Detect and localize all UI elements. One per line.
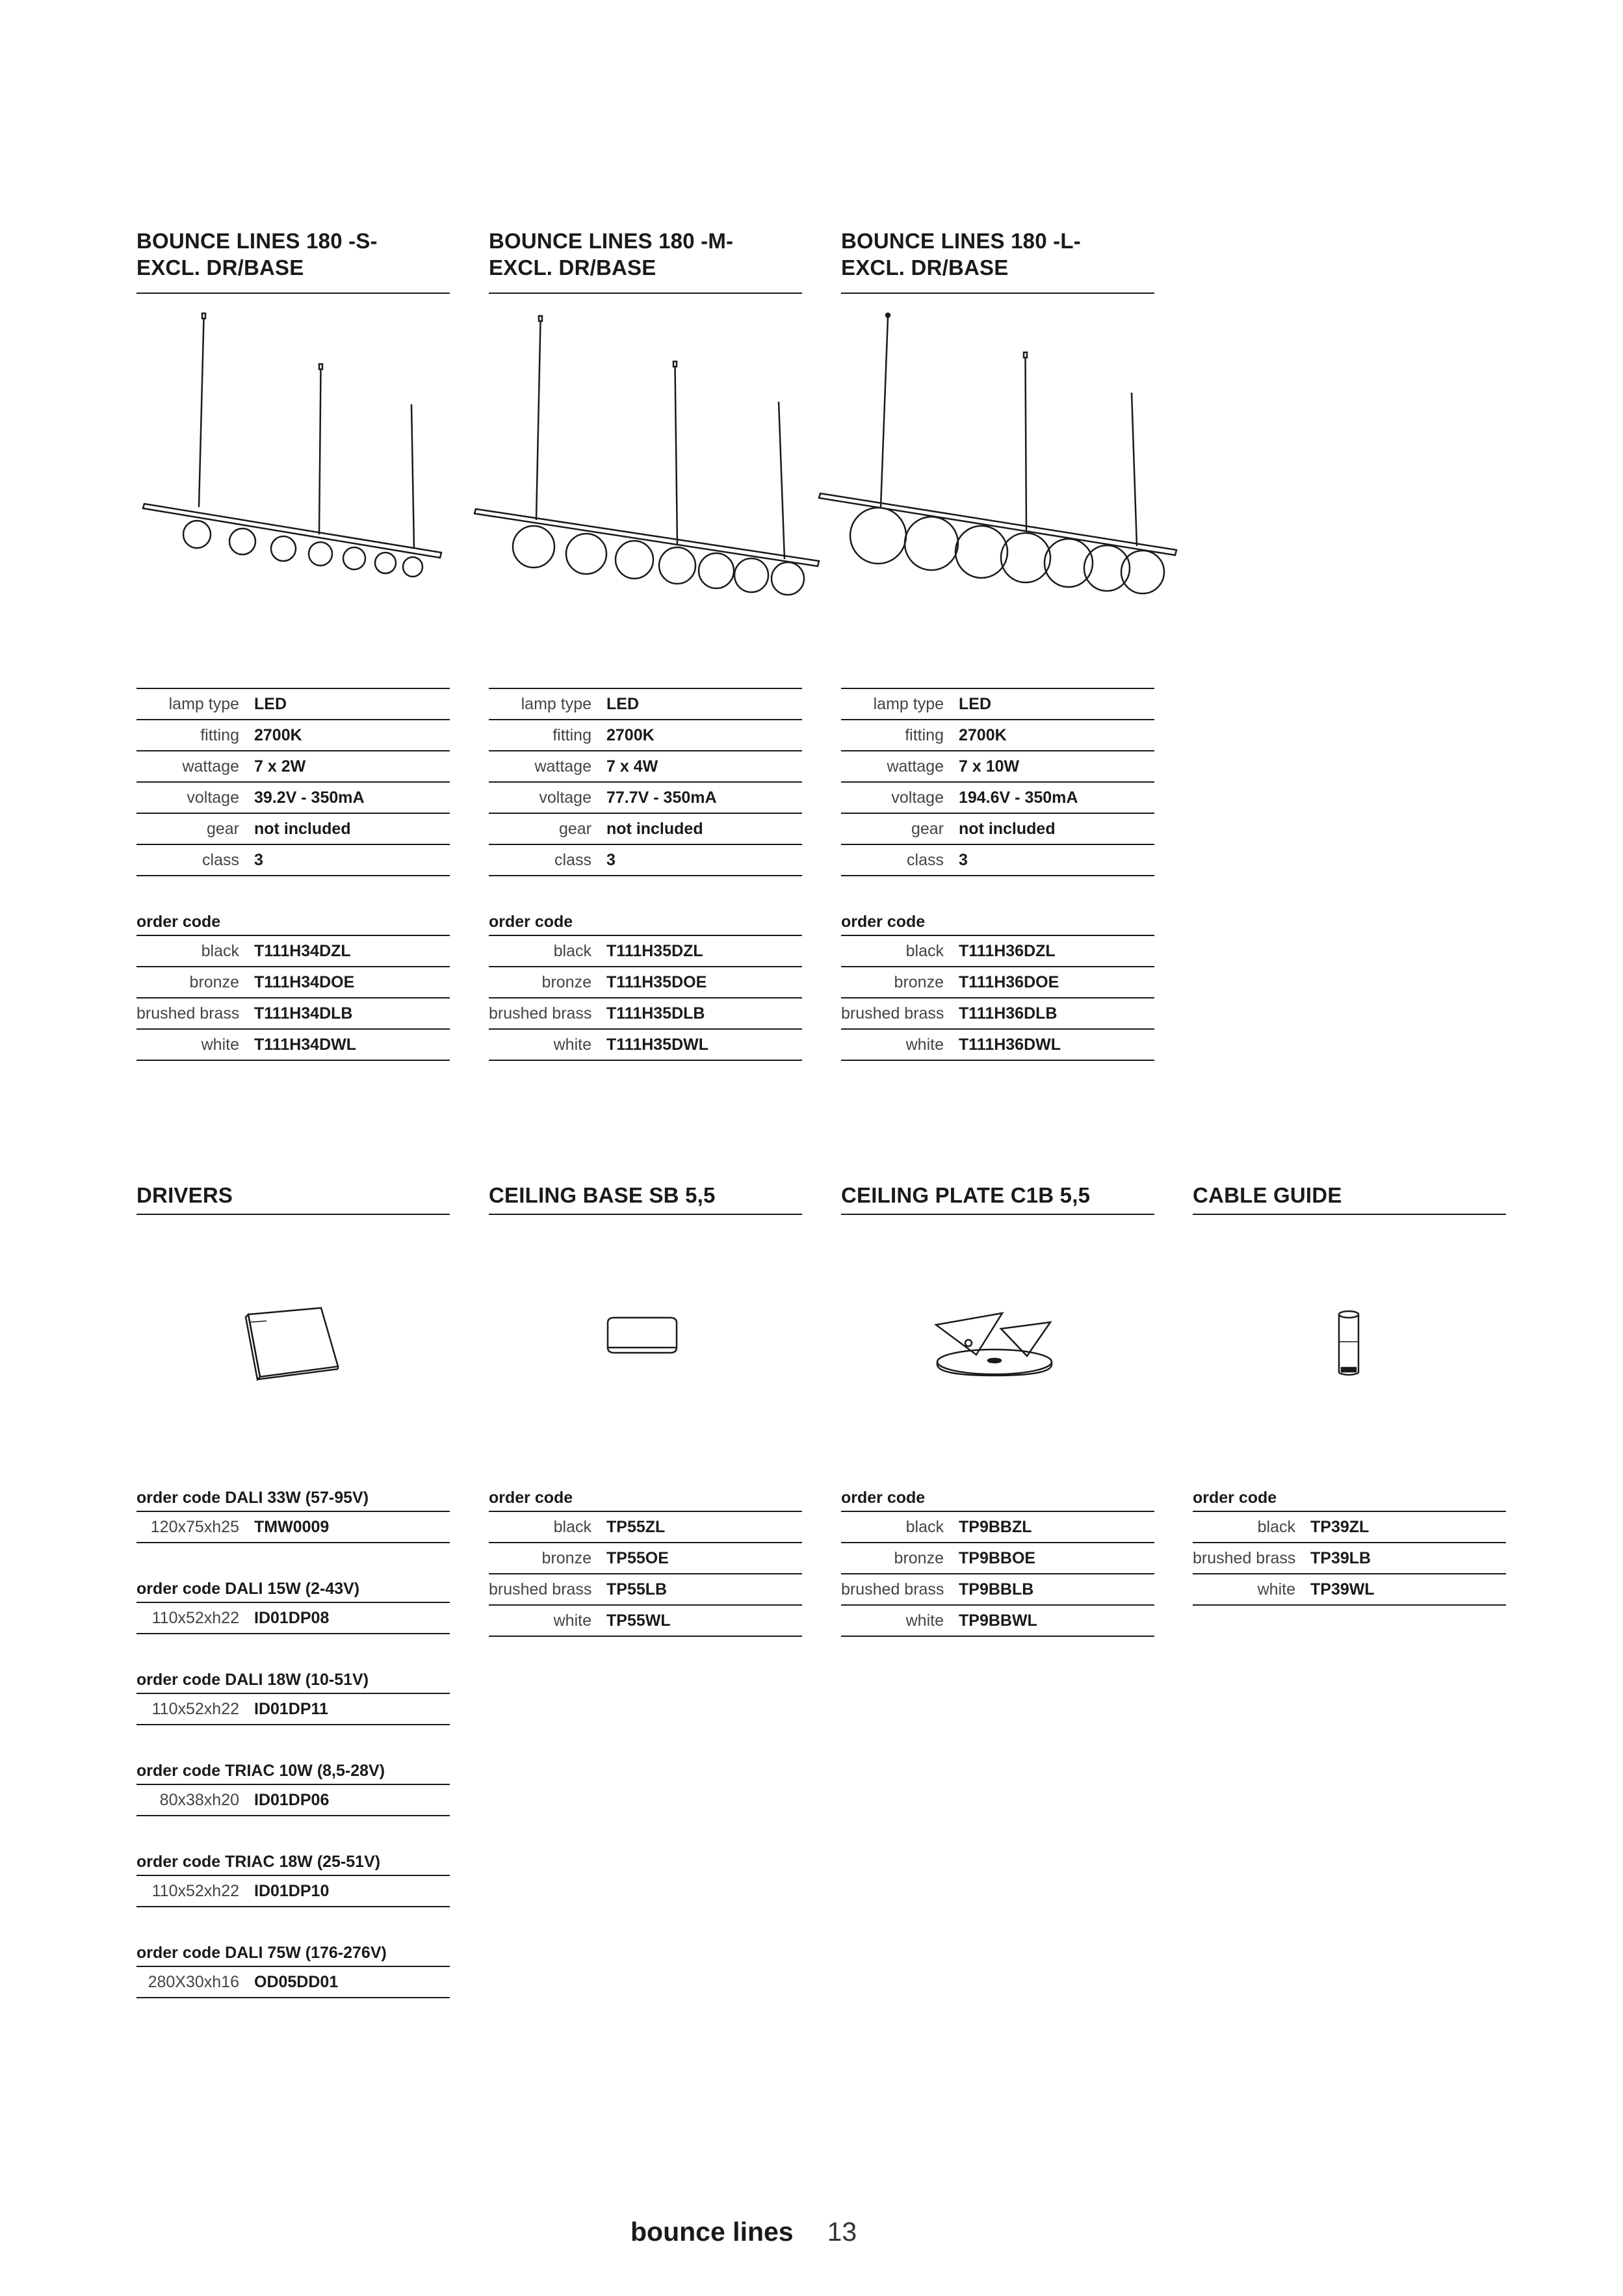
code-row: brushed brass TP55LB bbox=[489, 1574, 802, 1606]
spec-row: gear not included bbox=[489, 814, 802, 845]
drivers-section bbox=[136, 1175, 450, 1215]
product-l-specs bbox=[841, 688, 1154, 876]
product-title-line1: BOUNCE LINES 180 -M- bbox=[489, 229, 734, 253]
code-row: white TP9BBWL bbox=[841, 1606, 1154, 1637]
ceiling-plate-order-codes bbox=[841, 1483, 1154, 1637]
spec-row: lamp type LED bbox=[489, 689, 802, 720]
code-row: brushed brass T111H36DLB bbox=[841, 998, 1154, 1030]
product-m-title bbox=[489, 228, 802, 294]
product-s-specs bbox=[136, 688, 450, 876]
pendant-lamp-medium-icon bbox=[469, 306, 820, 605]
code-row: black TP9BBZL bbox=[841, 1512, 1154, 1543]
code-row: bronze T111H36DOE bbox=[841, 967, 1154, 998]
code-row: brushed brass T111H34DLB bbox=[136, 998, 450, 1030]
product-l-order-codes bbox=[841, 907, 1154, 1061]
product-s-title bbox=[136, 228, 450, 294]
spec-row: voltage 77.7V - 350mA bbox=[489, 783, 802, 814]
code-row: 280X30xh16 OD05DD01 bbox=[136, 1967, 450, 1998]
product-s-order-codes bbox=[136, 907, 450, 1061]
code-row: white T111H35DWL bbox=[489, 1030, 802, 1061]
driver-label: order code DALI 18W (10-51V) bbox=[136, 1665, 450, 1694]
code-row: black TP39ZL bbox=[1193, 1512, 1506, 1543]
spec-row: fitting 2700K bbox=[841, 720, 1154, 751]
code-row: bronze T111H35DOE bbox=[489, 967, 802, 998]
product-title-line1: BOUNCE LINES 180 -L- bbox=[841, 229, 1081, 253]
code-row: brushed brass TP9BBLB bbox=[841, 1574, 1154, 1606]
code-row: brushed brass TP39LB bbox=[1193, 1543, 1506, 1574]
spec-row: wattage 7 x 10W bbox=[841, 751, 1154, 783]
order-code-label: order code bbox=[841, 1483, 1154, 1512]
driver-label: order code DALI 15W (2-43V) bbox=[136, 1574, 450, 1603]
spec-row: lamp type LED bbox=[136, 689, 450, 720]
product-title-line1: BOUNCE LINES 180 -S- bbox=[136, 229, 378, 253]
code-row: white T111H34DWL bbox=[136, 1030, 450, 1061]
spec-row: wattage 7 x 2W bbox=[136, 751, 450, 783]
spec-row: fitting 2700K bbox=[136, 720, 450, 751]
code-row: white T111H36DWL bbox=[841, 1030, 1154, 1061]
drivers-order-codes bbox=[136, 1483, 450, 1998]
order-code-label: order code bbox=[136, 907, 450, 936]
spec-row: wattage 7 x 4W bbox=[489, 751, 802, 783]
order-code-label: order code bbox=[1193, 1483, 1506, 1512]
cable-guide-section bbox=[1193, 1175, 1506, 1215]
cable-guide-order-codes bbox=[1193, 1483, 1506, 1606]
code-row: 80x38xh20 ID01DP06 bbox=[136, 1785, 450, 1816]
ceiling-plate-icon bbox=[929, 1300, 1059, 1385]
pendant-lamp-large-icon bbox=[816, 306, 1180, 605]
code-row: 110x52xh22 ID01DP08 bbox=[136, 1603, 450, 1634]
spec-row: gear not included bbox=[136, 814, 450, 845]
product-l-title bbox=[841, 228, 1154, 294]
driver-label: order code DALI 75W (176-276V) bbox=[136, 1938, 450, 1967]
spec-row: class 3 bbox=[136, 845, 450, 876]
ceiling-base-section bbox=[489, 1175, 802, 1215]
code-row: 110x52xh22 ID01DP10 bbox=[136, 1876, 450, 1907]
order-code-label: order code bbox=[489, 1483, 802, 1512]
spec-row: class 3 bbox=[841, 845, 1154, 876]
section-title: CEILING PLATE C1B 5,5 bbox=[841, 1183, 1091, 1207]
product-title-line2: EXCL. DR/BASE bbox=[489, 255, 656, 280]
code-row: white TP55WL bbox=[489, 1606, 802, 1637]
page-number: 13 bbox=[827, 2217, 857, 2247]
code-row: bronze T111H34DOE bbox=[136, 967, 450, 998]
code-row: 110x52xh22 ID01DP11 bbox=[136, 1694, 450, 1725]
spec-row: voltage 39.2V - 350mA bbox=[136, 783, 450, 814]
product-m-order-codes bbox=[489, 907, 802, 1061]
code-row: bronze TP9BBOE bbox=[841, 1543, 1154, 1574]
code-row: brushed brass T111H35DLB bbox=[489, 998, 802, 1030]
code-row: black T111H36DZL bbox=[841, 936, 1154, 967]
code-row: black TP55ZL bbox=[489, 1512, 802, 1543]
spec-row: class 3 bbox=[489, 845, 802, 876]
spec-row: gear not included bbox=[841, 814, 1154, 845]
ceiling-base-icon bbox=[601, 1310, 686, 1368]
product-title-line2: EXCL. DR/BASE bbox=[136, 255, 304, 280]
ceiling-base-order-codes bbox=[489, 1483, 802, 1637]
code-row: 120x75xh25 TMW0009 bbox=[136, 1512, 450, 1543]
cable-guide-icon bbox=[1332, 1305, 1365, 1377]
code-row: black T111H34DZL bbox=[136, 936, 450, 967]
footer-brand: bounce lines bbox=[630, 2217, 794, 2247]
section-title: DRIVERS bbox=[136, 1183, 233, 1207]
spec-row: lamp type LED bbox=[841, 689, 1154, 720]
spec-row: voltage 194.6V - 350mA bbox=[841, 783, 1154, 814]
code-row: white TP39WL bbox=[1193, 1574, 1506, 1606]
page-footer bbox=[630, 2217, 857, 2247]
code-row: bronze TP55OE bbox=[489, 1543, 802, 1574]
section-title: CABLE GUIDE bbox=[1193, 1183, 1342, 1207]
product-m-specs bbox=[489, 688, 802, 876]
ceiling-plate-section bbox=[841, 1175, 1154, 1215]
driver-label: order code TRIAC 10W (8,5-28V) bbox=[136, 1756, 450, 1785]
spec-row: fitting 2700K bbox=[489, 720, 802, 751]
section-title: CEILING BASE SB 5,5 bbox=[489, 1183, 716, 1207]
pendant-lamp-small-icon bbox=[136, 306, 450, 585]
product-title-line2: EXCL. DR/BASE bbox=[841, 255, 1009, 280]
code-row: black T111H35DZL bbox=[489, 936, 802, 967]
driver-box-icon bbox=[240, 1300, 344, 1385]
driver-label: order code TRIAC 18W (25-51V) bbox=[136, 1847, 450, 1876]
order-code-label: order code bbox=[489, 907, 802, 936]
order-code-label: order code bbox=[841, 907, 1154, 936]
driver-label: order code DALI 33W (57-95V) bbox=[136, 1483, 450, 1512]
